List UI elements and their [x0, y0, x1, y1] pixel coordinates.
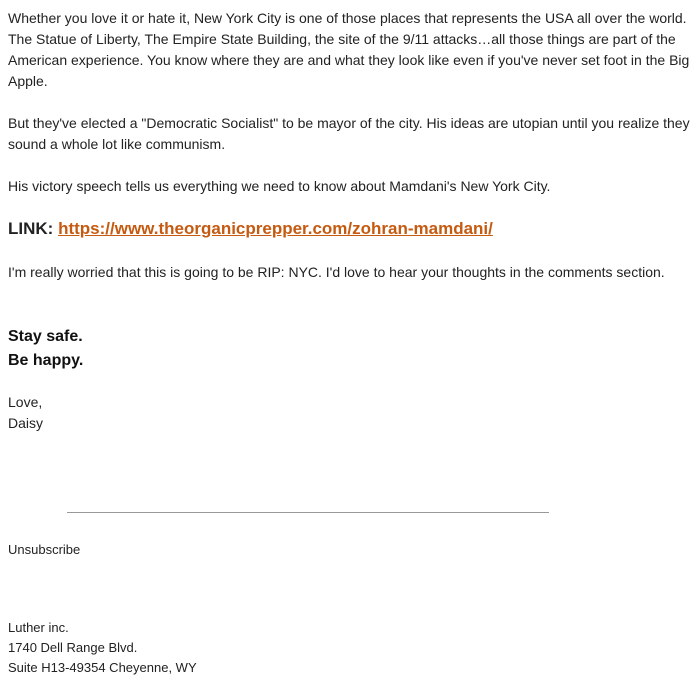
intro-paragraph: Whether you love it or hate it, New York City is one of those places that represents the USA all over the world. The Statue of Liberty, The Empire State Building, the site of the 9/11 attacks…all those things are part of the American experience. You know where they are and what they look like even if you've never set foot in the Big Apple. — [8, 10, 690, 89]
address-company: Luther inc. — [8, 620, 69, 635]
footer-divider — [67, 512, 549, 513]
article-link-line — [8, 217, 493, 241]
link-label: LINK: — [8, 219, 54, 238]
stay-safe-text: Stay safe. — [8, 328, 83, 345]
address-street: 1740 Dell Range Blvd. — [8, 640, 138, 655]
love-text: Love, — [8, 394, 43, 410]
worry-paragraph: I'm really worried that this is going to be RIP: NYC. I'd love to hear your thoughts in the comments section. — [8, 264, 665, 280]
article-link[interactable]: https://www.theorganicprepper.com/zohran-mamdani/ — [58, 219, 493, 238]
author-name: Daisy — [8, 415, 44, 431]
signoff-bold — [8, 325, 83, 373]
be-happy-text: Be happy. — [8, 352, 84, 369]
address-suite: Suite H13-49354 Cheyenne, WY — [8, 660, 197, 675]
unsubscribe-link[interactable]: Unsubscribe — [8, 542, 81, 557]
signature — [8, 392, 43, 434]
speech-paragraph: His victory speech tells us everything we need to know about Mamdani's New York City. — [8, 178, 551, 194]
mayor-paragraph: But they've elected a "Democratic Socialist" to be mayor of the city. His ideas are utopian until you realize they sound a whole lot like communism. — [8, 115, 690, 152]
mailing-address — [8, 618, 197, 678]
